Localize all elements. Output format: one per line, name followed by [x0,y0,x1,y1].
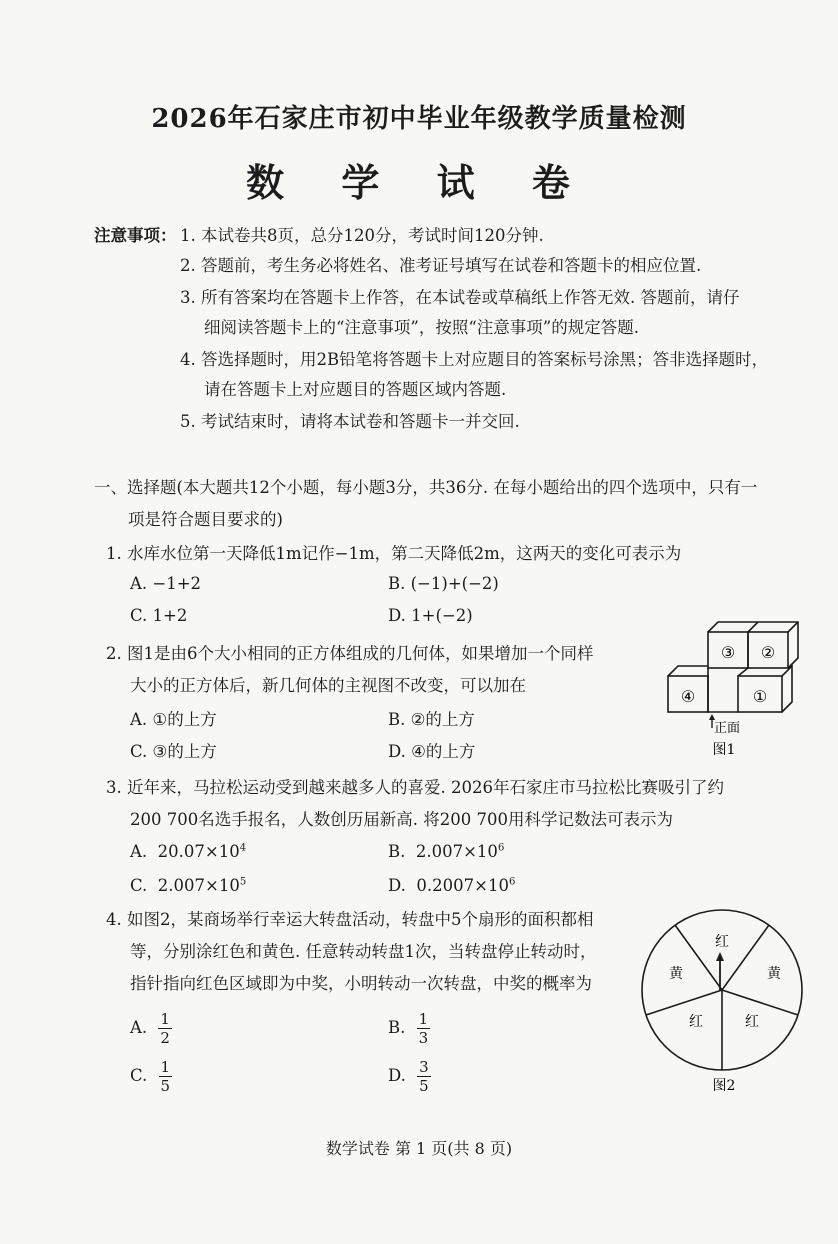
front-view-label: 正面 [714,721,741,736]
cube-label-4: ④ [680,687,696,706]
notice-label: 注意事项： [94,226,177,245]
q4-stem-cont-1: 等，分别涂红色和黄色. 任意转动转盘1次，当转盘停止转动时， [130,942,597,961]
fraction: $\frac{1}{3}$ [418,1010,429,1047]
q2-option-d: D. ④的上方 [388,742,476,761]
q4-option-d: D. $\frac{3}{5}$ [388,1058,429,1095]
figure-2-caption: 图2 [712,1078,736,1094]
notice-item-4: 4. 答选择题时，用2B铅笔将答题卡上对应题目的答案标号涂黑；答非选择题时， [180,350,769,369]
cube-label-1: ① [752,687,768,706]
q1-option-c: C. 1+2 [130,606,188,625]
q1-option-a: A. −1+2 [130,574,202,593]
q4-option-a: A. $\frac{1}{2}$ [130,1010,170,1047]
exam-title: 2026年石家庄市初中毕业年级教学质量检测 [151,104,687,134]
pointer-head [716,952,724,961]
fraction: $\frac{1}{2}$ [160,1010,170,1047]
q4-option-c: C. $\frac{1}{5}$ [130,1058,171,1095]
q3-stem: 3. 近年来，马拉松运动受到越来越多人的喜爱. 2026年石家庄市马拉松比赛吸引了约 [106,778,724,797]
notice-item-1: 1. 本试卷共8页，总分120分，考试时间120分钟. [180,226,544,245]
q4-stem: 4. 如图2，某商场举行幸运大转盘活动，转盘中5个扇形的面积都相 [106,910,594,929]
q4-stem-cont-2: 指针指向红色区域即为中奖，小明转动一次转盘，中奖的概率为 [130,974,592,993]
sector-left: 黄 [669,966,683,982]
q2-option-c: C. ③的上方 [130,742,217,761]
q3-option-c: C. $2.007\times 10^5$ [130,876,247,895]
q1-option-d: D. 1+(−2) [388,606,473,625]
q2-stem: 2. 图1是由6个大小相同的正方体组成的几何体，如果增加一个同样 [106,644,594,663]
sector-bottom-left: 红 [689,1014,703,1030]
figure-1-cubes [660,618,810,760]
notice-item-3-cont: 细阅读答题卡上的“注意事项”，按照“注意事项”的规定答题. [204,318,639,337]
q3-option-d: D. $0.2007\times 10^6$ [388,876,516,895]
q2-stem-cont: 大小的正方体后，新几何体的主视图不改变，可以加在 [130,676,526,695]
figure-2-spinner [640,908,816,1098]
sector-top: 红 [715,934,729,950]
fraction: $\frac{1}{5}$ [160,1058,171,1095]
notice-item-3: 3. 所有答案均在答题卡上作答，在本试卷或草稿纸上作答无效. 答题前，请仔 [180,288,740,307]
exam-subtitle: 数 学 试 卷 [246,160,592,205]
q3-option-b: B. $2.007\times 10^6$ [388,842,505,861]
q2-option-b: B. ②的上方 [388,710,475,729]
q4-option-b: B. $\frac{1}{3}$ [388,1010,429,1047]
figure-1-caption: 图1 [712,742,736,758]
notice-item-2: 2. 答题前，考生务必将姓名、准考证号填写在试卷和答题卡的相应位置. [180,256,702,275]
q2-option-a: A. ①的上方 [130,710,217,729]
q3-stem-cont: 200 700名选手报名，人数创历届新高. 将200 700用科学记数法可表示为 [130,810,673,829]
page-footer: 数学试卷 第 1 页(共 8 页) [325,1139,513,1158]
cube-label-3: ③ [720,643,736,662]
section-heading: 一、选择题(本大题共12个小题，每小题3分，共36分. 在每小题给出的四个选项中，只有一 [94,478,758,497]
view-arrow-head [709,714,715,720]
q3-option-a: A. $20.07\times 10^4$ [130,842,247,861]
sector-bottom-right: 红 [745,1014,759,1030]
notice-item-5: 5. 考试结束时，请将本试卷和答题卡一并交回. [180,412,520,431]
sector-right: 黄 [767,966,781,982]
fraction: $\frac{3}{5}$ [419,1058,429,1095]
cube-label-2: ② [760,643,776,662]
notice-item-4-cont: 请在答题卡上对应题目的答题区域内答题. [204,380,507,399]
q1-stem: 1. 水库水位第一天降低1m记作−1m，第二天降低2m，这两天的变化可表示为 [106,544,682,563]
section-heading-cont: 项是符合题目要求的) [128,510,283,529]
q1-option-b: B. (−1)+(−2) [388,574,499,593]
